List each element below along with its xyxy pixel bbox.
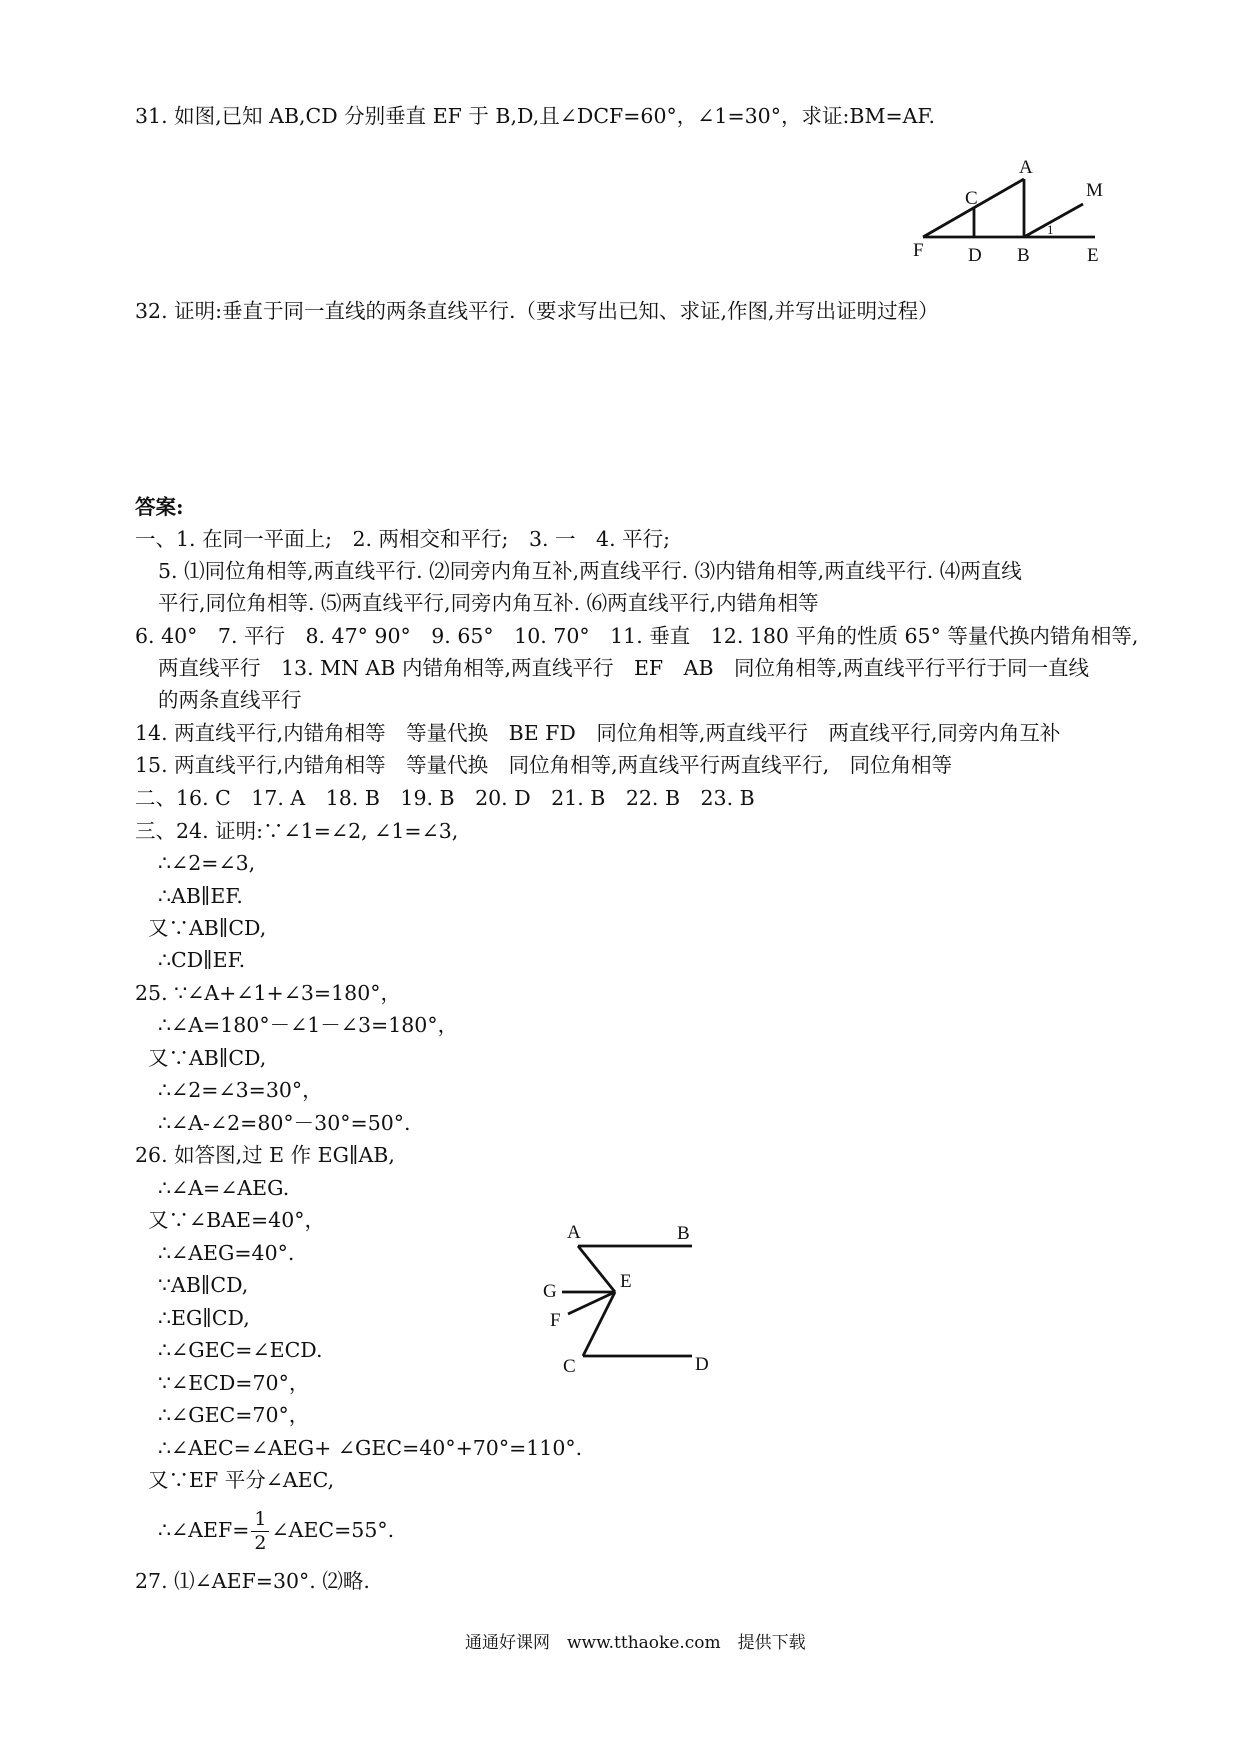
line-ec bbox=[583, 1292, 615, 1356]
label-a: A bbox=[1019, 157, 1033, 178]
figure-31-diagram bbox=[905, 155, 1115, 270]
answer-line: 二、16. C 17. A 18. B 19. B 20. D 21. B 22. B 23. B bbox=[135, 786, 755, 810]
label-c: C bbox=[965, 188, 978, 209]
answer-line: ∴∠A=180°－∠1－∠3=180°， bbox=[158, 1013, 459, 1037]
answer-line: 又∵∠BAE=40°， bbox=[148, 1208, 326, 1232]
answer-line: 三、24. 证明:∵∠1=∠2, ∠1=∠3, bbox=[135, 819, 459, 843]
answer-27: 27. ⑴∠AEF=30°. ⑵略. bbox=[135, 1569, 370, 1593]
answer-line: ∴∠2=∠3, bbox=[158, 851, 256, 875]
answer-line: 15. 两直线平行,内错角相等 等量代换 同位角相等,两直线平行两直线平行, 同位角相等 bbox=[135, 753, 953, 777]
answer-line: ∴∠A-∠2=80°－30°=50°. bbox=[158, 1111, 411, 1135]
label-angle-1: 1 bbox=[1047, 222, 1054, 237]
answer-line: 26. 如答图,过 E 作 EG∥AB, bbox=[135, 1143, 395, 1167]
answers-heading: 答案: bbox=[135, 495, 184, 519]
line-bm bbox=[1024, 204, 1083, 237]
answer-line: 平行,同位角相等. ⑸两直线平行,同旁内角互补. ⑹两直线平行,内错角相等 bbox=[158, 591, 819, 615]
answer-line: 又∵EF 平分∠AEC, bbox=[148, 1468, 335, 1492]
answer-line: 又∵AB∥CD, bbox=[148, 916, 267, 940]
answer-line: 又∵AB∥CD, bbox=[148, 1046, 267, 1070]
answer-line: 6. 40° 7. 平行 8. 47° 90° 9. 65° 10. 70° 11. 垂直 12. 180 平角的性质 65° 等量代换内错角相等, bbox=[135, 624, 1139, 648]
answer-line: ∵∠ECD=70°， bbox=[158, 1371, 310, 1395]
answer-line: ∴CD∥EF. bbox=[158, 948, 246, 972]
label-d: D bbox=[968, 245, 982, 266]
fraction-denominator: 2 bbox=[254, 1532, 267, 1554]
answer-line: 5. ⑴同位角相等,两直线平行. ⑵同旁内角互补,两直线平行. ⑶内错角相等,两直线平行. ⑷两直线 bbox=[158, 559, 1022, 583]
label-b: B bbox=[677, 1223, 690, 1244]
answer-line: ∴∠GEC=∠ECD. bbox=[158, 1338, 323, 1362]
answer-line: 25. ∵∠A+∠1+∠3=180°， bbox=[135, 981, 401, 1005]
figure-26-diagram bbox=[535, 1215, 725, 1380]
page-footer: 通通好课网 www.tthaoke.com 提供下载 bbox=[465, 1633, 806, 1653]
label-m: M bbox=[1086, 180, 1103, 201]
answer-line: 14. 两直线平行,内错角相等 等量代换 BE FD 同位角相等,两直线平行 两直线平行,同旁内角互补 bbox=[135, 721, 1061, 745]
label-e: E bbox=[620, 1271, 632, 1292]
answer-line: ∴∠GEC=70°， bbox=[158, 1403, 310, 1427]
answer-line: 一、1. 在同一平面上; 2. 两相交和平行; 3. 一 4. 平行; bbox=[135, 527, 671, 551]
label-g: G bbox=[543, 1281, 557, 1302]
answer-line: ∴EG∥CD, bbox=[158, 1306, 250, 1330]
answer-line: 的两条直线平行 bbox=[158, 688, 302, 712]
answer-line: ∴∠2=∠3=30°， bbox=[158, 1078, 323, 1102]
answer-line: ∴∠A=∠AEG. bbox=[158, 1176, 290, 1200]
label-e: E bbox=[1087, 245, 1099, 266]
label-b: B bbox=[1017, 245, 1030, 266]
fraction-suffix: ∠AEC=55°. bbox=[271, 1518, 395, 1542]
label-c: C bbox=[563, 1356, 576, 1377]
answer-line: ∴∠AEG=40°. bbox=[158, 1241, 295, 1265]
question-31: 31. 如图,已知 AB,CD 分别垂直 EF 于 B,D,且∠DCF=60°，∠1=30°，求证:BM=AF. bbox=[135, 104, 935, 128]
label-a: A bbox=[567, 1222, 581, 1243]
fraction-one-half bbox=[251, 1510, 269, 1553]
answer-fraction-line bbox=[158, 1505, 394, 1555]
label-f: F bbox=[913, 240, 924, 261]
label-d: D bbox=[695, 1354, 709, 1375]
fraction-numerator: 1 bbox=[251, 1510, 269, 1532]
answer-line: ∴∠AEC=∠AEG+ ∠GEC=40°+70°=110°. bbox=[158, 1436, 583, 1460]
question-32: 32. 证明:垂直于同一直线的两条直线平行.（要求写出已知、求证,作图,并写出证明过程） bbox=[135, 299, 939, 323]
fraction-prefix: ∴∠AEF= bbox=[158, 1518, 250, 1542]
label-f: F bbox=[550, 1310, 561, 1331]
answer-line: ∵AB∥CD, bbox=[158, 1273, 249, 1297]
answer-line: ∴AB∥EF. bbox=[158, 884, 243, 908]
line-ae bbox=[578, 1246, 615, 1292]
answer-line: 两直线平行 13. MN AB 内错角相等,两直线平行 EF AB 同位角相等,两直线平行平行于同一直线 bbox=[158, 656, 1090, 680]
